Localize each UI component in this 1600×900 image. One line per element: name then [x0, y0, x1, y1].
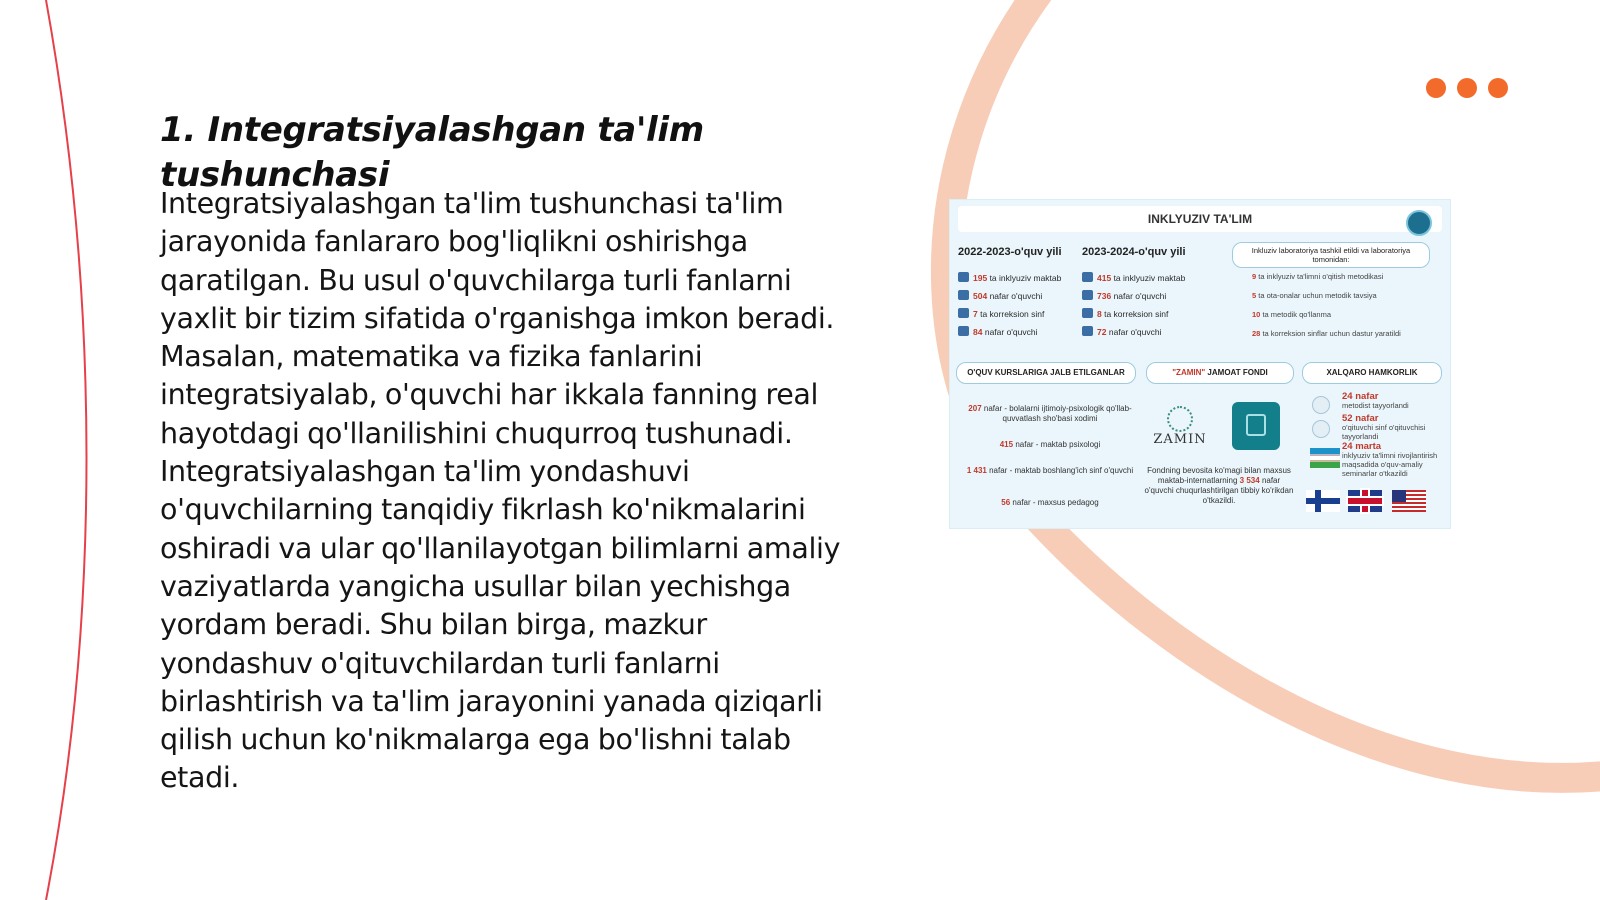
year1-title: 2022-2023-o'quv yili — [958, 246, 1062, 258]
dot-icon — [1426, 78, 1446, 98]
students-icon — [1082, 326, 1093, 336]
dot-icon — [1488, 78, 1508, 98]
lab-box: Inkluziv laboratoriya tashkil etildi va laboratoriya tomonidan: — [1232, 242, 1430, 268]
partner-logo-icon — [1312, 396, 1330, 414]
year1-row: 195 ta inklyuziv maktab — [958, 272, 1061, 283]
more-options-icon[interactable] — [1426, 78, 1508, 98]
courses-row: 207 nafar - bolalarni ijtimoiy-psixologik qo'llab-quvvatlash sho'basi xodimi — [968, 404, 1132, 423]
courses-row: 1 431 nafar - maktab boshlang'ich sinf o'quvchi — [966, 466, 1134, 475]
students-icon — [958, 290, 969, 300]
zamin-description: Fondning bevosita ko'magi bilan maxsus maktab-internatlarning 3 534 nafar o'quvchi chuqurlashtirilgan tibbiy ko'rikdan o'tkazildi. — [1144, 466, 1294, 505]
ministry-logo-icon — [1406, 210, 1432, 236]
school-icon — [958, 308, 969, 318]
inclusive-education-infographic — [950, 200, 1450, 528]
flower-icon — [1167, 406, 1193, 432]
year2-row: 736 nafar o'quvchi — [1082, 290, 1166, 301]
intl-row: 24 nafar metodist tayyorlandi — [1342, 391, 1409, 410]
uk-flag-icon — [1348, 490, 1382, 512]
infographic-title: INKLYUZIV TA'LIM — [1147, 212, 1253, 226]
finland-flag-icon — [1306, 490, 1340, 512]
slide-body-text: Integratsiyalashgan ta'lim tushunchasi ta'lim jarayonida fanlararo bog'liqlikni oshirishga qaratilgan. Bu usul o'quvchilarga turli fanlarni yaxlit bir tizim sifatida o'rganishga imkon beradi. Masalan, matematika va fizika fanlarini integratsiyalab, o'quvchi har ikkala fanning real hayotdagi qo'llanilishini chuqurroq tushunadi. Integratsiyalashgan ta'lim yondashuvi o'quvchilarning tanqidiy fikrlash ko'nikmalarini oshiradi va ular qo'llanilayotgan bilimlarni amaliy vaziyatlarda yangicha usullar bilan yechishga yordam beradi. Shu bilan birga, mazkur yondashuv o'qituvchilardan turli fanlarni birlashtirish va ta'lim jarayonini yanada qiziqarli qilish uchun ko'nikmalarga ega bo'lishni talab etadi. — [160, 187, 841, 795]
year1-row: 504 nafar o'quvchi — [958, 290, 1042, 301]
intl-row: 52 nafar o'qituvchi sinf o'qituvchisi tayyorlandi — [1342, 413, 1426, 441]
fund-emblem-icon — [1232, 402, 1280, 450]
year1-row: 7 ta korreksion sinf — [958, 308, 1044, 319]
unicef-logo-icon — [1312, 420, 1330, 438]
slide-title: 1. Integratsiyalashgan ta'lim tushunchasi — [160, 110, 704, 195]
year2-row: 415 ta inklyuziv maktab — [1082, 272, 1185, 283]
zamin-logo — [1152, 406, 1208, 454]
infographic-header — [958, 206, 1442, 232]
zamin-wordmark: ZAMIN — [1153, 432, 1207, 447]
school-icon — [958, 272, 969, 282]
courses-row: 415 nafar - maktab psixologi — [999, 440, 1101, 449]
intl-section-header: XALQARO HAMKORLIK — [1302, 362, 1442, 384]
lab-row: 28 ta korreksion sinflar uchun dastur yaratildi — [1252, 329, 1401, 338]
left-accent-line — [46, 0, 87, 900]
school-icon — [1082, 308, 1093, 318]
lab-row: 5 ta ota-onalar uchun metodik tavsiya — [1252, 291, 1377, 300]
year1-row: 84 nafar o'quvchi — [958, 326, 1038, 337]
students-icon — [1082, 290, 1093, 300]
courses-section-header: O'QUV KURSLARIGA JALB ETILGANLAR — [956, 362, 1136, 384]
school-icon — [1082, 272, 1093, 282]
lab-row: 10 ta metodik qo'llanma — [1252, 310, 1331, 319]
intl-row: 24 marta inklyuziv ta'limni rivojlantirish maqsadida o'quv-amaliy seminarlar o'tkazildi — [1342, 441, 1438, 478]
dot-icon — [1457, 78, 1477, 98]
year2-row: 8 ta korreksion sinf — [1082, 308, 1168, 319]
year2-row: 72 nafar o'quvchi — [1082, 326, 1162, 337]
students-icon — [958, 326, 969, 336]
lab-row: 9 ta inklyuziv ta'limni o'qitish metodikasi — [1252, 272, 1384, 281]
uz-flag-icon — [1310, 448, 1340, 468]
courses-row: 56 nafar - maxsus pedagog — [1001, 498, 1099, 507]
us-flag-icon — [1392, 490, 1426, 512]
year2-title: 2023-2024-o'quv yili — [1082, 246, 1186, 258]
zamin-section-header: "ZAMIN" JAMOAT FONDI — [1146, 362, 1294, 384]
